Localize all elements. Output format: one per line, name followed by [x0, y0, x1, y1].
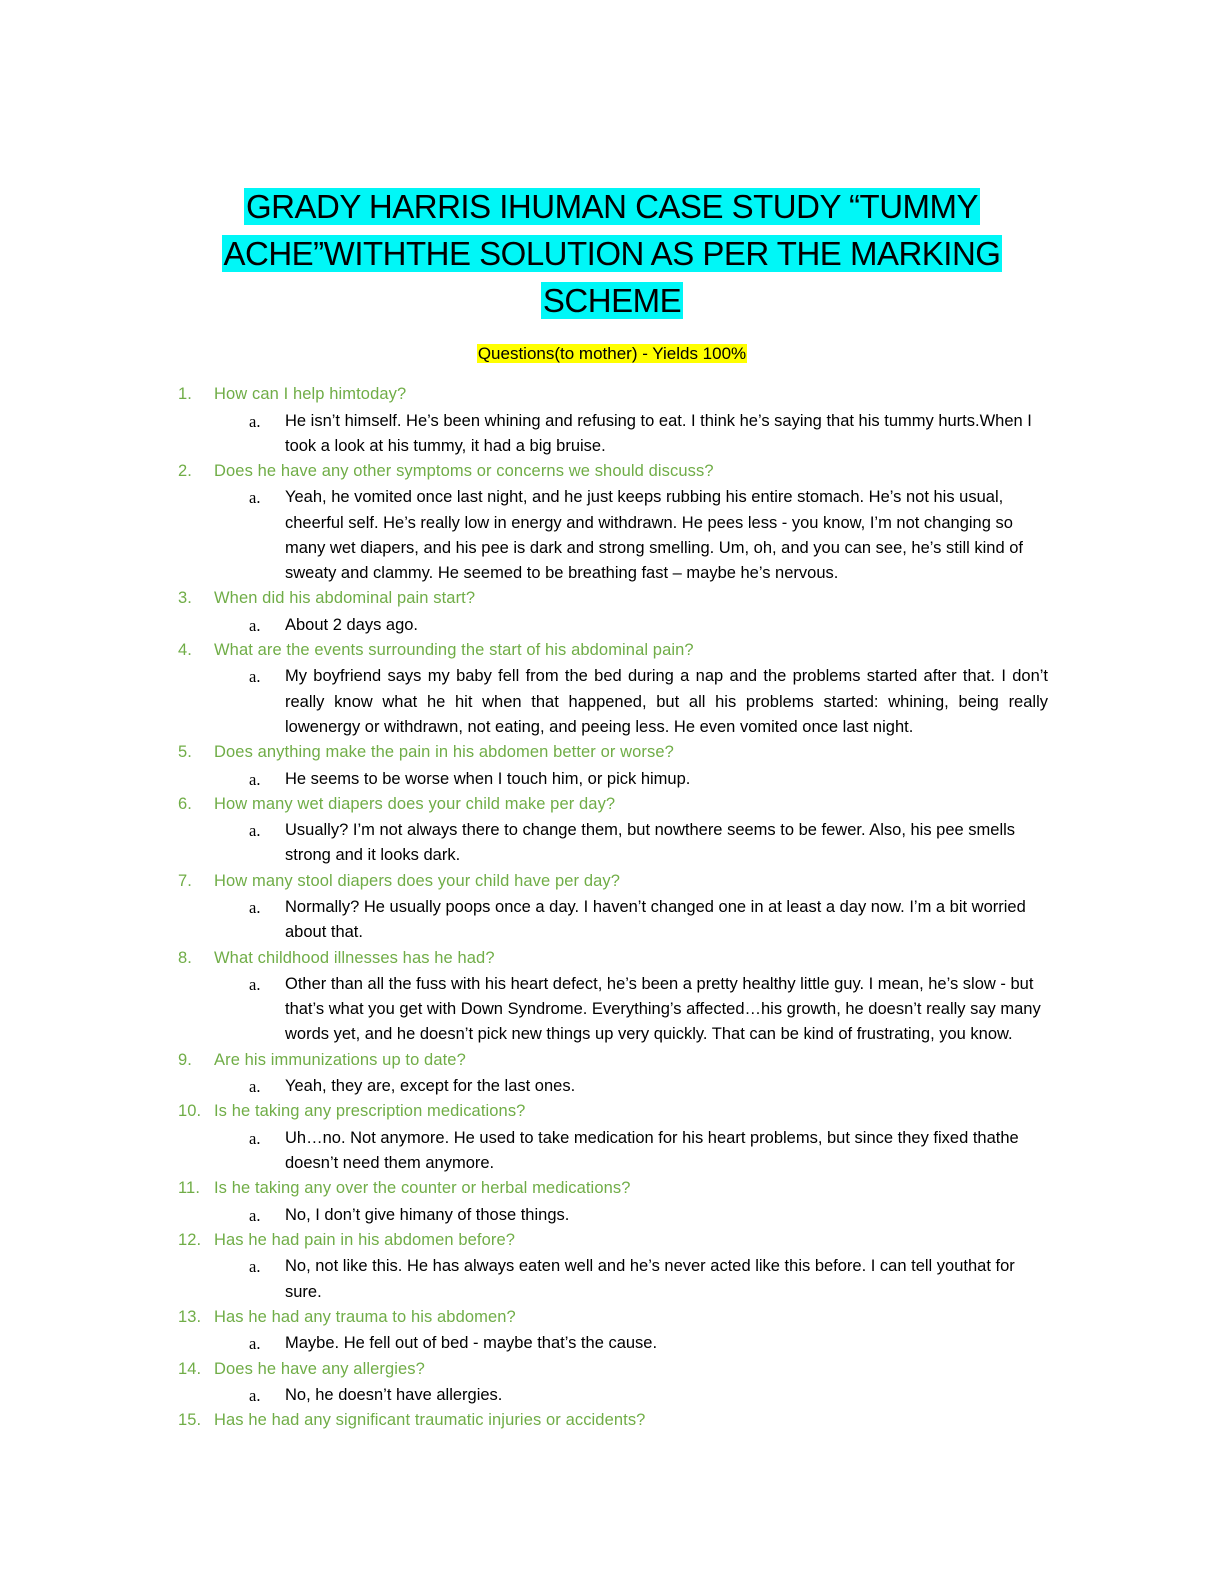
- question: [178, 869, 1068, 895]
- answer: [249, 767, 1068, 792]
- answer-marker: a.: [249, 615, 261, 635]
- subtitle-highlight: Questions(to mother) - Yields 100%: [477, 344, 747, 363]
- question: [178, 1305, 1068, 1331]
- question: [178, 382, 1068, 408]
- answer: [249, 1203, 1068, 1228]
- question: [178, 1099, 1068, 1125]
- question: [178, 1048, 1068, 1074]
- answer-text: Yeah, they are, except for the last ones.: [285, 1077, 576, 1096]
- question-text: When did his abdominal pain start?: [214, 589, 476, 608]
- question-text: Are his immunizations up to date?: [214, 1050, 466, 1069]
- qa-item: [178, 1099, 1068, 1176]
- title-line-1: GRADY HARRIS IHUMAN CASE STUDY “TUMMY: [245, 188, 979, 225]
- question: [178, 1357, 1068, 1383]
- answer: [249, 818, 1068, 868]
- question-text: Has he had any trauma to his abdomen?: [214, 1307, 516, 1326]
- qa-item: [178, 1048, 1068, 1100]
- qa-item: [178, 638, 1068, 740]
- question-number: 14.: [178, 1359, 202, 1378]
- question-text: Has he had pain in his abdomen before?: [214, 1230, 516, 1249]
- document-subtitle: [0, 342, 1224, 366]
- qa-item: [178, 869, 1068, 946]
- answer: [249, 972, 1068, 1048]
- question-number: 13.: [178, 1307, 202, 1326]
- qa-item: [178, 1408, 1068, 1434]
- qa-item: [178, 1228, 1068, 1305]
- question: [178, 1176, 1068, 1202]
- answer-text: No, I don’t give himany of those things.: [285, 1205, 570, 1224]
- answer: [249, 485, 1068, 586]
- qa-item: [178, 740, 1068, 792]
- answer: [249, 895, 1068, 945]
- answer-marker: a.: [249, 1386, 261, 1406]
- answer: [249, 613, 1068, 638]
- answer-marker: a.: [249, 667, 261, 687]
- question-number: 2.: [178, 461, 192, 480]
- question-text: Is he taking any prescription medications?: [214, 1102, 526, 1121]
- question-number: 8.: [178, 948, 192, 967]
- question: [178, 638, 1068, 664]
- question: [178, 946, 1068, 972]
- question: [178, 740, 1068, 766]
- answer-marker: a.: [249, 1257, 261, 1277]
- question-number: 9.: [178, 1050, 192, 1069]
- qa-item: [178, 1357, 1068, 1409]
- question-number: 15.: [178, 1411, 202, 1430]
- answer-marker: a.: [249, 821, 261, 841]
- answer-text: Uh…no. Not anymore. He used to take medication for his heart problems, but since they fixed thathe doesn’t need them anymore.: [285, 1128, 1019, 1173]
- answer-text: Other than all the fuss with his heart defect, he’s been a pretty healthy little guy. I mean, he’s slow - but that’s what you get with Down Syndrome. Everything’s affected…his growth, he doesn’t really say many words yet, and he doesn’t pick new things up very quickly. That can be kind of frustrating, you know.: [285, 975, 1041, 1044]
- answer: [249, 664, 1068, 740]
- answer-marker: a.: [249, 769, 261, 789]
- answer-text: He isn’t himself. He’s been whining and refusing to eat. I think he’s saying that his tummy hurts.When I took a look at his tummy, it had a big bruise.: [285, 411, 1032, 455]
- question: [178, 459, 1068, 485]
- title-line-3: SCHEME: [542, 282, 682, 319]
- answer: [249, 1254, 1068, 1304]
- answer: [249, 1126, 1068, 1176]
- question: [178, 792, 1068, 818]
- question: [178, 1408, 1068, 1434]
- question-number: 3.: [178, 589, 192, 608]
- answer: [249, 409, 1068, 459]
- question-text: How many wet diapers does your child make per day?: [214, 794, 616, 813]
- question-text: Does anything make the pain in his abdomen better or worse?: [214, 743, 674, 762]
- answer: [249, 1331, 1068, 1356]
- answer-marker: a.: [249, 488, 261, 508]
- answer-text: Maybe. He fell out of bed - maybe that’s the cause.: [285, 1334, 658, 1353]
- question: [178, 1228, 1068, 1254]
- answer: [249, 1383, 1068, 1408]
- answer-marker: a.: [249, 1128, 261, 1148]
- answer-marker: a.: [249, 975, 261, 995]
- qa-item: [178, 1305, 1068, 1357]
- answer-text: My boyfriend says my baby fell from the bed during a nap and the problems started after that. I don’t really know what he hit when that happened, but all his problems started: whining, being really lowenergy or withdrawn, not eating, and peeing less. He even vomited once last night.: [285, 667, 1048, 736]
- question-text: Does he have any allergies?: [214, 1359, 425, 1378]
- qa-item: [178, 792, 1068, 869]
- answer-text: He seems to be worse when I touch him, or pick himup.: [285, 769, 691, 788]
- qa-item: [178, 459, 1068, 586]
- answer-marker: a.: [249, 1077, 261, 1097]
- question-number: 11.: [178, 1179, 201, 1198]
- question-number: 6.: [178, 794, 192, 813]
- answer-marker: a.: [249, 898, 261, 918]
- question-number: 12.: [178, 1230, 202, 1249]
- answer: [249, 1074, 1068, 1099]
- question-text: Has he had any significant traumatic injuries or accidents?: [214, 1411, 646, 1430]
- question-text: Is he taking any over the counter or herbal medications?: [214, 1179, 631, 1198]
- answer-text: No, not like this. He has always eaten well and he’s never acted like this before. I can tell youthat for sure.: [285, 1257, 1015, 1301]
- question-number: 1.: [178, 385, 192, 403]
- answer-marker: a.: [249, 1334, 261, 1354]
- question-text: How can I help himtoday?: [214, 385, 407, 403]
- document-title: [170, 183, 1054, 324]
- question-text: How many stool diapers does your child have per day?: [214, 871, 621, 890]
- answer-text: Yeah, he vomited once last night, and he just keeps rubbing his entire stomach. He’s not his usual, cheerful self. He’s really low in energy and withdrawn. He pees less - you know, I’m not changing so many wet diapers, and his pee is dark and strong smelling. Um, oh, and you can see, he’s still kind of sweaty and clammy. He seemed to be breathing fast – maybe he’s nervous.: [285, 488, 1024, 583]
- question-text: What childhood illnesses has he had?: [214, 948, 495, 967]
- qa-item: [178, 1176, 1068, 1228]
- question-number: 4.: [178, 640, 192, 659]
- qa-item: [178, 382, 1068, 459]
- title-line-2: ACHE”WITHTHE SOLUTION AS PER THE MARKING: [223, 235, 1001, 272]
- question-text: Does he have any other symptoms or concerns we should discuss?: [214, 461, 714, 480]
- answer-text: No, he doesn’t have allergies.: [285, 1386, 503, 1405]
- question-number: 5.: [178, 743, 192, 762]
- question-number: 7.: [178, 871, 192, 890]
- qa-item: [178, 586, 1068, 638]
- answer-marker: a.: [249, 411, 261, 431]
- question-text: What are the events surrounding the start of his abdominal pain?: [214, 640, 694, 659]
- question-number: 10.: [178, 1102, 202, 1121]
- question: [178, 586, 1068, 612]
- answer-text: Usually? I’m not always there to change them, but nowthere seems to be fewer. Also, his pee smells strong and it looks dark.: [285, 821, 1016, 865]
- answer-marker: a.: [249, 1205, 261, 1225]
- answer-text: About 2 days ago.: [285, 615, 419, 634]
- qa-item: [178, 946, 1068, 1048]
- answer-text: Normally? He usually poops once a day. I haven’t changed one in at least a day now. I’m a bit worried about that.: [285, 898, 1026, 942]
- qa-list: [178, 382, 1068, 1434]
